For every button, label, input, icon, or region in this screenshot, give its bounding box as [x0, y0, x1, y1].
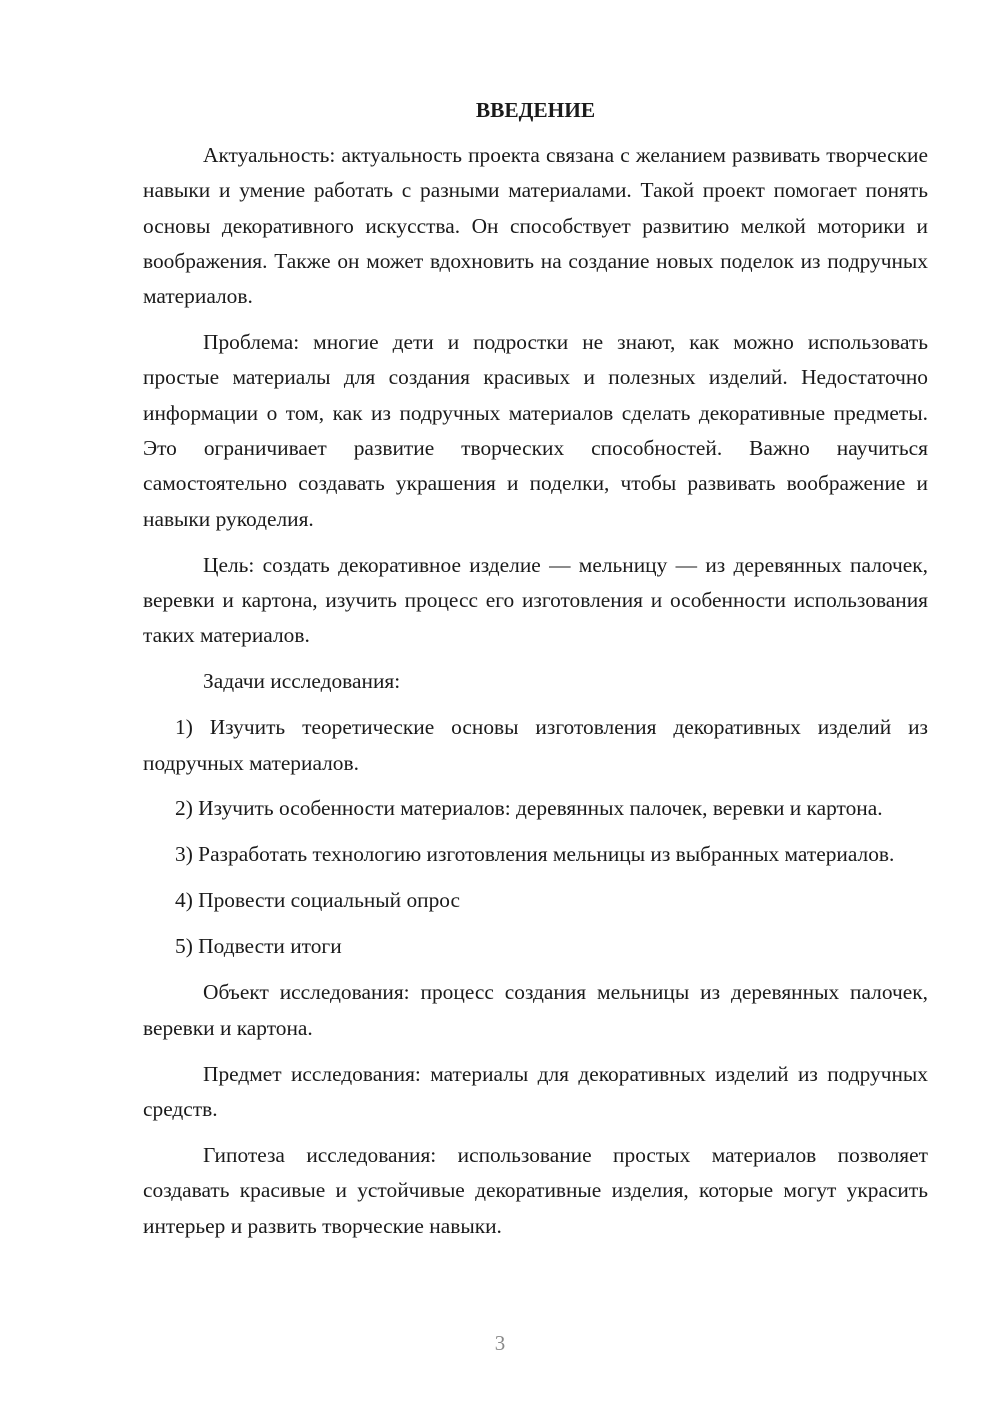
task-item-1: 1) Изучить теоретические основы изготовления декоративных изделий из подручных материалов. — [143, 715, 928, 775]
hypothesis-paragraph: Гипотеза исследования: использование простых материалов позволяет создавать красивые и устойчивые декоративные изделия, которые могут украсить интерьер и развить творческие навыки. — [143, 1142, 928, 1238]
page-number: 3 — [494, 1331, 506, 1355]
document-page — [143, 90, 928, 1255]
task-item-3: 3) Разработать технологию изготовления мельницы из выбранных материалов. — [175, 842, 895, 867]
section-title: ВВЕДЕНИЕ — [475, 98, 596, 122]
goal-paragraph: Цель: создать декоративное изделие — мельницу — из деревянных палочек, веревки и картона, изучить процесс его изготовления и особенности использования таких материалов. — [143, 552, 928, 648]
subject-paragraph: Предмет исследования: материалы для декоративных изделий из подручных средств. — [143, 1061, 928, 1121]
task-item-5: 5) Подвести итоги — [175, 934, 342, 959]
task-item-4: 4) Провести социальный опрос — [175, 888, 461, 913]
problem-paragraph: Проблема: многие дети и подростки не знают, как можно использовать простые материалы для создания красивых и полезных изделий. Недостаточно информации о том, как из подручных материалов сделать декоративные предметы. Это ограничивает развитие творческих способностей. Важно научиться самостоятельно создавать украшения и поделки, чтобы развивать воображение и навыки рукоделия. — [143, 330, 928, 531]
relevance-paragraph: Актуальность: актуальность проекта связана с желанием развивать творческие навыки и умение работать с разными материалами. Такой проект помогает понять основы декоративного искусства. Он способствует развитию мелкой моторики и воображения. Также он может вдохновить на создание новых поделок из подручных материалов. — [143, 143, 928, 309]
tasks-heading: Задачи исследования: — [203, 669, 401, 694]
object-paragraph: Объект исследования: процесс создания мельницы из деревянных палочек, веревки и картона. — [143, 980, 928, 1040]
task-item-2: 2) Изучить особенности материалов: деревянных палочек, веревки и картона. — [175, 796, 883, 821]
